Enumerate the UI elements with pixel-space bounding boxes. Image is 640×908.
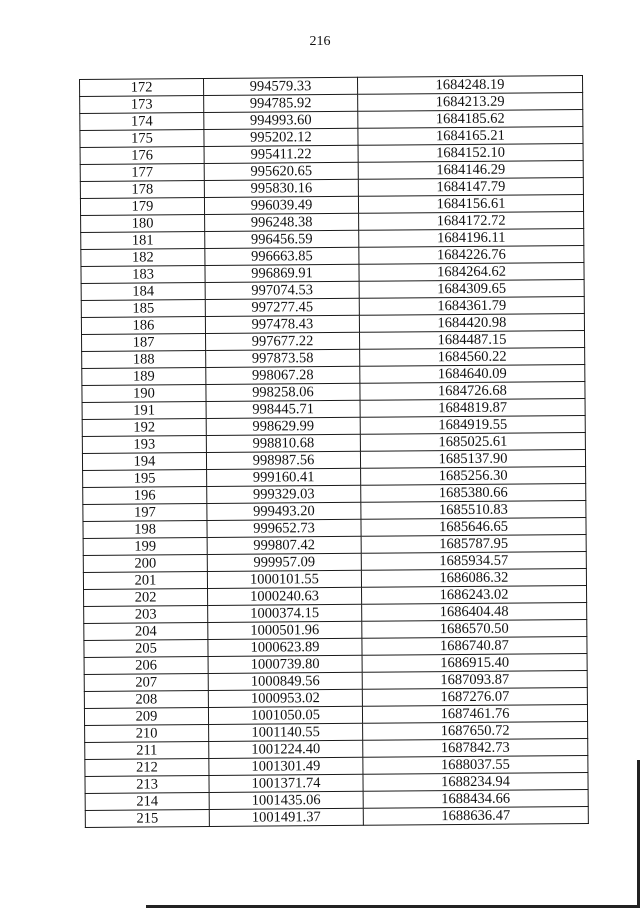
y-coordinate-cell: 1684248.19 [357, 76, 582, 95]
y-coordinate-cell: 1684640.09 [360, 365, 585, 384]
y-coordinate-cell: 1685137.90 [360, 450, 585, 469]
y-coordinate-cell: 1687093.87 [362, 671, 587, 690]
x-coordinate-cell: 997873.58 [206, 349, 360, 367]
x-coordinate-cell: 996869.91 [205, 264, 359, 282]
x-coordinate-cell: 999652.73 [207, 519, 361, 537]
x-coordinate-cell: 997478.43 [205, 315, 359, 333]
coordinate-table-body [80, 76, 589, 828]
point-number-cell: 212 [85, 759, 209, 777]
x-coordinate-cell: 996663.85 [205, 247, 359, 265]
point-number-cell: 188 [82, 351, 206, 369]
x-coordinate-cell: 994785.92 [204, 94, 358, 112]
x-coordinate-cell: 995411.22 [204, 145, 358, 163]
point-number-cell: 181 [81, 232, 205, 250]
point-number-cell: 210 [85, 725, 209, 743]
point-number-cell: 205 [84, 640, 208, 658]
table-row [85, 807, 588, 828]
y-coordinate-cell: 1687461.76 [362, 705, 587, 724]
y-coordinate-cell: 1686570.50 [362, 620, 587, 639]
x-coordinate-cell: 1001301.49 [209, 757, 363, 775]
y-coordinate-cell: 1684152.10 [358, 144, 583, 163]
y-coordinate-cell: 1686915.40 [362, 654, 587, 673]
point-number-cell: 177 [80, 164, 204, 182]
point-number-cell: 173 [80, 96, 204, 114]
point-number-cell: 187 [82, 334, 206, 352]
y-coordinate-cell: 1684361.79 [359, 297, 584, 316]
y-coordinate-cell: 1684172.72 [359, 212, 584, 231]
y-coordinate-cell: 1687842.73 [363, 739, 588, 758]
point-number-cell: 196 [83, 487, 207, 505]
point-number-cell: 184 [81, 283, 205, 301]
coordinate-table-container [79, 75, 588, 828]
y-coordinate-cell: 1685646.65 [361, 518, 586, 537]
x-coordinate-cell: 996039.49 [204, 196, 358, 214]
x-coordinate-cell: 999957.09 [207, 553, 361, 571]
x-coordinate-cell: 1000953.02 [208, 689, 362, 707]
point-number-cell: 207 [84, 674, 208, 692]
point-number-cell: 202 [84, 589, 208, 607]
x-coordinate-cell: 998629.99 [206, 417, 360, 435]
point-number-cell: 198 [83, 521, 207, 539]
y-coordinate-cell: 1684309.65 [359, 280, 584, 299]
y-coordinate-cell: 1684726.68 [360, 382, 585, 401]
x-coordinate-cell: 995620.65 [204, 162, 358, 180]
point-number-cell: 175 [80, 130, 204, 148]
x-coordinate-cell: 995830.16 [204, 179, 358, 197]
x-coordinate-cell: 996248.38 [205, 213, 359, 231]
x-coordinate-cell: 996456.59 [205, 230, 359, 248]
y-coordinate-cell: 1684819.87 [360, 399, 585, 418]
x-coordinate-cell: 1001491.37 [209, 808, 363, 826]
y-coordinate-cell: 1684165.21 [358, 127, 583, 146]
x-coordinate-cell: 999493.20 [207, 502, 361, 520]
point-number-cell: 197 [83, 504, 207, 522]
y-coordinate-cell: 1686740.87 [362, 637, 587, 656]
y-coordinate-cell: 1686086.32 [361, 569, 586, 588]
point-number-cell: 204 [84, 623, 208, 641]
y-coordinate-cell: 1684213.29 [358, 93, 583, 112]
point-number-cell: 194 [82, 453, 206, 471]
x-coordinate-cell: 1001371.74 [209, 774, 363, 792]
y-coordinate-cell: 1684264.62 [359, 263, 584, 282]
x-coordinate-cell: 1001435.06 [209, 791, 363, 809]
y-coordinate-cell: 1684185.62 [358, 110, 583, 129]
x-coordinate-cell: 999160.41 [207, 468, 361, 486]
y-coordinate-cell: 1684487.15 [359, 331, 584, 350]
point-number-cell: 176 [80, 147, 204, 165]
x-coordinate-cell: 998810.68 [206, 434, 360, 452]
y-coordinate-cell: 1684560.22 [360, 348, 585, 367]
x-coordinate-cell: 998258.06 [206, 383, 360, 401]
point-number-cell: 195 [83, 470, 207, 488]
point-number-cell: 180 [81, 215, 205, 233]
x-coordinate-cell: 997074.53 [205, 281, 359, 299]
point-number-cell: 200 [83, 555, 207, 573]
x-coordinate-cell: 998067.28 [206, 366, 360, 384]
y-coordinate-cell: 1684147.79 [358, 178, 583, 197]
x-coordinate-cell: 994993.60 [204, 111, 358, 129]
point-number-cell: 203 [84, 606, 208, 624]
y-coordinate-cell: 1686404.48 [362, 603, 587, 622]
point-number-cell: 178 [80, 181, 204, 199]
x-coordinate-cell: 1001050.05 [208, 706, 362, 724]
x-coordinate-cell: 1001224.40 [209, 740, 363, 758]
y-coordinate-cell: 1684146.29 [358, 161, 583, 180]
y-coordinate-cell: 1685256.30 [361, 467, 586, 486]
point-number-cell: 172 [80, 79, 204, 97]
x-coordinate-cell: 1000101.55 [207, 570, 361, 588]
x-coordinate-cell: 998987.56 [206, 451, 360, 469]
point-number-cell: 213 [85, 776, 209, 794]
y-coordinate-cell: 1685510.83 [361, 501, 586, 520]
x-coordinate-cell: 1000501.96 [208, 621, 362, 639]
y-coordinate-cell: 1684226.76 [359, 246, 584, 265]
point-number-cell: 211 [85, 742, 209, 760]
x-coordinate-cell: 994579.33 [204, 77, 358, 95]
point-number-cell: 191 [82, 402, 206, 420]
point-number-cell: 193 [82, 436, 206, 454]
point-number-cell: 186 [81, 317, 205, 335]
x-coordinate-cell: 995202.12 [204, 128, 358, 146]
y-coordinate-cell: 1687276.07 [362, 688, 587, 707]
point-number-cell: 206 [84, 657, 208, 675]
x-coordinate-cell: 1000374.15 [208, 604, 362, 622]
y-coordinate-cell: 1688636.47 [363, 807, 588, 826]
y-coordinate-cell: 1685025.61 [360, 433, 585, 452]
y-coordinate-cell: 1688037.55 [363, 756, 588, 775]
y-coordinate-cell: 1685934.57 [361, 552, 586, 571]
point-number-cell: 192 [82, 419, 206, 437]
y-coordinate-cell: 1688434.66 [363, 790, 588, 809]
y-coordinate-cell: 1684420.98 [359, 314, 584, 333]
x-coordinate-cell: 1000739.80 [208, 655, 362, 673]
page-number: 216 [309, 34, 331, 49]
point-number-cell: 182 [81, 249, 205, 267]
x-coordinate-cell: 999807.42 [207, 536, 361, 554]
x-coordinate-cell: 997277.45 [205, 298, 359, 316]
point-number-cell: 199 [83, 538, 207, 556]
coordinate-table [79, 75, 589, 828]
point-number-cell: 214 [85, 793, 209, 811]
point-number-cell: 174 [80, 113, 204, 131]
x-coordinate-cell: 999329.03 [207, 485, 361, 503]
point-number-cell: 189 [82, 368, 206, 386]
y-coordinate-cell: 1687650.72 [363, 722, 588, 741]
point-number-cell: 190 [82, 385, 206, 403]
y-coordinate-cell: 1685380.66 [361, 484, 586, 503]
point-number-cell: 208 [84, 691, 208, 709]
x-coordinate-cell: 1001140.55 [209, 723, 363, 741]
point-number-cell: 215 [85, 809, 209, 827]
point-number-cell: 201 [83, 572, 207, 590]
y-coordinate-cell: 1684919.55 [360, 416, 585, 435]
x-coordinate-cell: 998445.71 [206, 400, 360, 418]
point-number-cell: 179 [80, 198, 204, 216]
y-coordinate-cell: 1685787.95 [361, 535, 586, 554]
point-number-cell: 209 [84, 708, 208, 726]
y-coordinate-cell: 1686243.02 [362, 586, 587, 605]
y-coordinate-cell: 1688234.94 [363, 773, 588, 792]
point-number-cell: 183 [81, 266, 205, 284]
y-coordinate-cell: 1684156.61 [358, 195, 583, 214]
x-coordinate-cell: 1000623.89 [208, 638, 362, 656]
x-coordinate-cell: 997677.22 [206, 332, 360, 350]
y-coordinate-cell: 1684196.11 [359, 229, 584, 248]
x-coordinate-cell: 1000849.56 [208, 672, 362, 690]
x-coordinate-cell: 1000240.63 [208, 587, 362, 605]
point-number-cell: 185 [81, 300, 205, 318]
